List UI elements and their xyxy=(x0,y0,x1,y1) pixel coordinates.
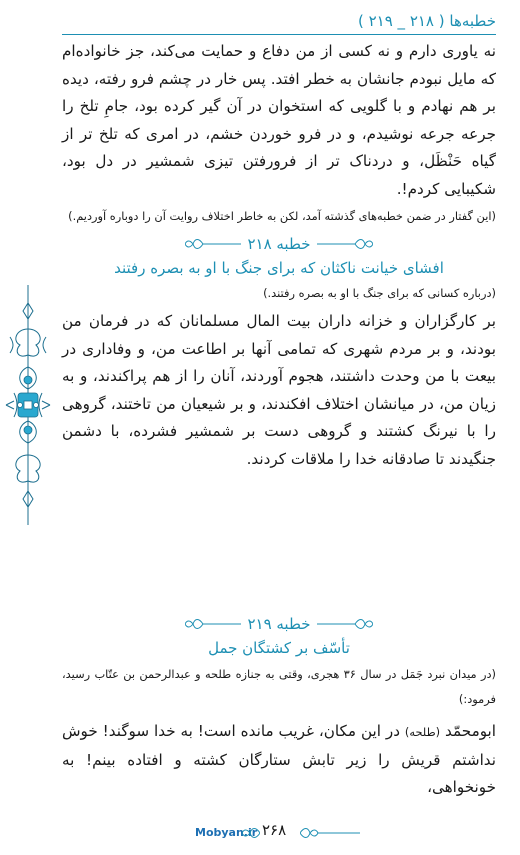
ornament-right-icon xyxy=(185,617,241,631)
side-ornament-icon xyxy=(4,285,52,525)
sermon-219-inline-note: (طلحه) xyxy=(404,725,441,739)
sermon-219-para-rest: در این مکان، غریب مانده است! به خدا سوگند! خوش نداشتم قریش را زیر تابش ستارگان کشته و افتاده بینم! به خونخواهی، xyxy=(62,722,496,797)
page-number: ۲۶۸ xyxy=(262,821,287,839)
sermon-219-heading xyxy=(62,612,496,660)
sermon-219-title: تأسّف بر کشتگان جمل xyxy=(208,639,350,657)
footer-ornament-left-icon xyxy=(242,826,260,840)
footer-site-label: Mobyan.ir xyxy=(195,826,258,839)
page-footer xyxy=(0,818,520,848)
sermon-218-body xyxy=(62,281,496,474)
ornament-left-icon xyxy=(317,617,373,631)
sermon-219-paragraph xyxy=(62,718,496,802)
sermon-218-title: افشای خیانت ناکثان که برای جنگ با او به بصره رفتند xyxy=(114,259,444,277)
sermon-218-note: (درباره کسانی که برای جنگ با او به بصره رفتند.) xyxy=(263,286,496,300)
intro-paragraph: نه یاوری دارم و نه کسی از من دفاع و حمایت می‌کند، جز خانواده‌ام که مایل نبودم جانشان به خطر افتد. پس خار در چشم فرو رفته، دیده بر هم نهادم و با گلویی که استخوان در آن گیر کرده بود، جامِ تلخ را جرعه جرعه نوشیدم، و در فرو خوردن خشم، در امری که تلخ تر از گیاه حَنْظَل، و دردناک تر از فرورفتن تیزی شمشیر در دل بود، شکیبایی کردم!. xyxy=(62,42,496,198)
sermon-219-number: خطبه ۲۱۹ xyxy=(247,615,311,633)
header-rule xyxy=(62,34,496,35)
sermon-218-heading xyxy=(62,232,496,280)
ornament-left-icon xyxy=(317,237,373,251)
footer-ornament-right-icon xyxy=(300,826,360,840)
ornament-right-icon xyxy=(185,237,241,251)
sermon-219-body xyxy=(62,662,496,802)
running-header: خطبه‌ها ( ۲۱۸ _ ۲۱۹ ) xyxy=(357,12,496,30)
intro-note: (این گفتار در ضمن خطبه‌های گذشته آمد، لکن به خاطر اختلاف روایت آن را دوباره آوردیم.) xyxy=(68,208,496,223)
sermon-219-para-start: ابومحمّد xyxy=(445,722,496,740)
intro-section xyxy=(62,38,496,229)
sermon-219-note: (در میدان نبرد جَمَل در سال ۳۶ هجری، وقتی به جنازه طلحه و عبدالرحمن بن عتّاب رسید، فرمود:) xyxy=(62,667,496,706)
sermon-218-number: خطبه ۲۱۸ xyxy=(247,235,311,253)
sermon-218-paragraph: بر کارگزاران و خزانه داران بیت المال مسلمانان که در فرمان من بودند، و بر مردم شهری که تمامی آنها بر اطاعت من، و وفاداری در بیعت با من وحدت داشتند، هجوم آوردند، آنان را از هم پراکندند، و به زیان من، در میانشان اختلاف افکندند، و بر شیعیان من تاختند، گروهی را با نیرنگ کشتند و گروهی دست بر شمشیر فشرده، با دشمن جنگیدند تا صادقانه خدا را ملاقات کردند. xyxy=(62,312,496,468)
